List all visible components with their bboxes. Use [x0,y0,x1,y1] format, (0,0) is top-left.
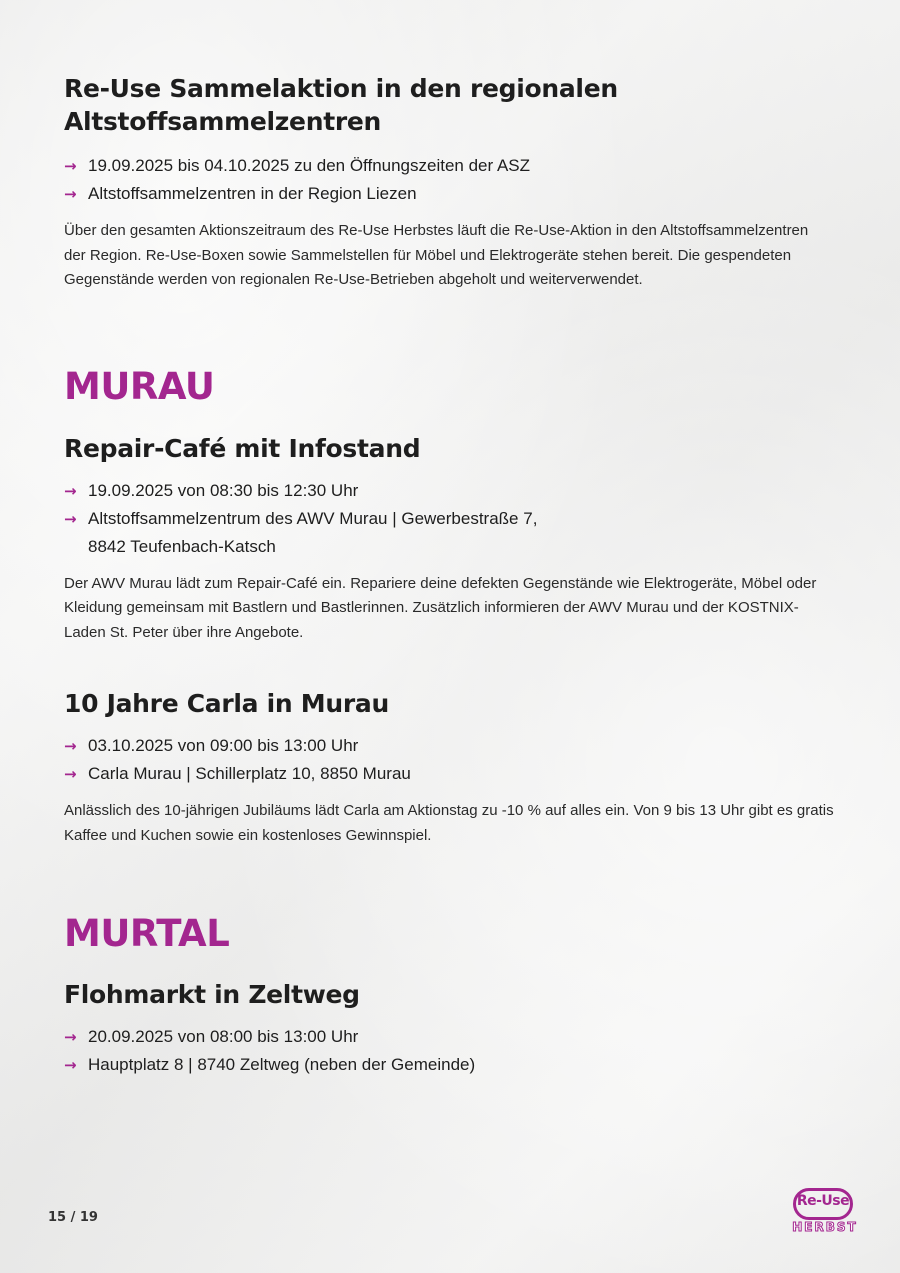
event-title: 10 Jahre Carla in Murau [64,689,389,718]
arrow-right-icon: → [64,737,77,755]
fact-item: → Carla Murau | Schillerplatz 10, 8850 Murau [64,760,834,788]
arrow-right-icon: → [64,1056,77,1074]
section-title: Re-Use Sammelaktion in den regionalen Altstoffsammelzentren [64,74,618,136]
fact-item: → Hauptplatz 8 | 8740 Zeltweg (neben der Gemeinde) [64,1051,834,1079]
event-facts [64,477,834,561]
event-title: Flohmarkt in Zeltweg [64,980,360,1009]
event-description: Anlässlich des 10-jährigen Jubiläums lädt Carla am Aktionstag zu -10 % auf alles ein. Von 9 bis 13 Uhr gibt es gratis Kaffee und Kuchen sowie ein kostenloses Gewinnspiel. [64,802,834,844]
fact-item: → Altstoffsammelzentren in der Region Liezen [64,180,834,208]
arrow-right-icon: → [64,185,77,203]
arrow-right-icon: → [64,481,77,500]
logo-bottom-text: HERBST [792,1220,858,1234]
event-facts [64,732,834,788]
fact-item: → 19.09.2025 bis 04.10.2025 zu den Öffnungszeiten der ASZ [64,152,834,180]
re-use-herbst-logo [790,1186,862,1244]
fact-item: → 03.10.2025 von 09:00 bis 13:00 Uhr [64,732,834,760]
arrow-right-icon: → [64,509,77,528]
region-heading-murtal: MURTAL [64,912,230,955]
event-title: Repair-Café mit Infostand [64,433,421,463]
event-facts [64,1023,834,1079]
event-facts [64,152,834,208]
fact-item: → 20.09.2025 von 08:00 bis 13:00 Uhr [64,1023,834,1051]
page-content [64,72,834,1079]
section-description: Über den gesamten Aktionszeitraum des Re-Use Herbstes läuft die Re-Use-Aktion in den Altstoffsammelzentren der Region. Re-Use-Boxen sowie Sammelstellen für Möbel und Elektrogeräte stehen bereit. Die gespendeten Gegenstände werden von regionalen Re-Use-Betrieben abgeholt und weiterverwendet. [64,222,809,288]
arrow-right-icon: → [64,157,77,175]
event-description: Der AWV Murau lädt zum Repair-Café ein. Repariere deine defekten Gegenstände wie Elektrogeräte, Möbel oder Kleidung gemeinsam mit Bastlern und Bastlerinnen. Zusätzlich informieren der AWV Murau und der KOSTNIX-Laden St. Peter über ihre Angebote. [64,574,817,641]
arrow-right-icon: → [64,1028,77,1046]
page-number: 15 / 19 [48,1210,98,1225]
fact-item: → Altstoffsammelzentrum des AWV Murau | Gewerbestraße 7, 8842 Teufenbach-Katsch [64,505,834,561]
logo-top-text: Re-Use [796,1193,850,1209]
arrow-right-icon: → [64,765,77,783]
fact-item: → 19.09.2025 von 08:30 bis 12:30 Uhr [64,477,834,505]
region-heading-murau: MURAU [64,364,215,408]
